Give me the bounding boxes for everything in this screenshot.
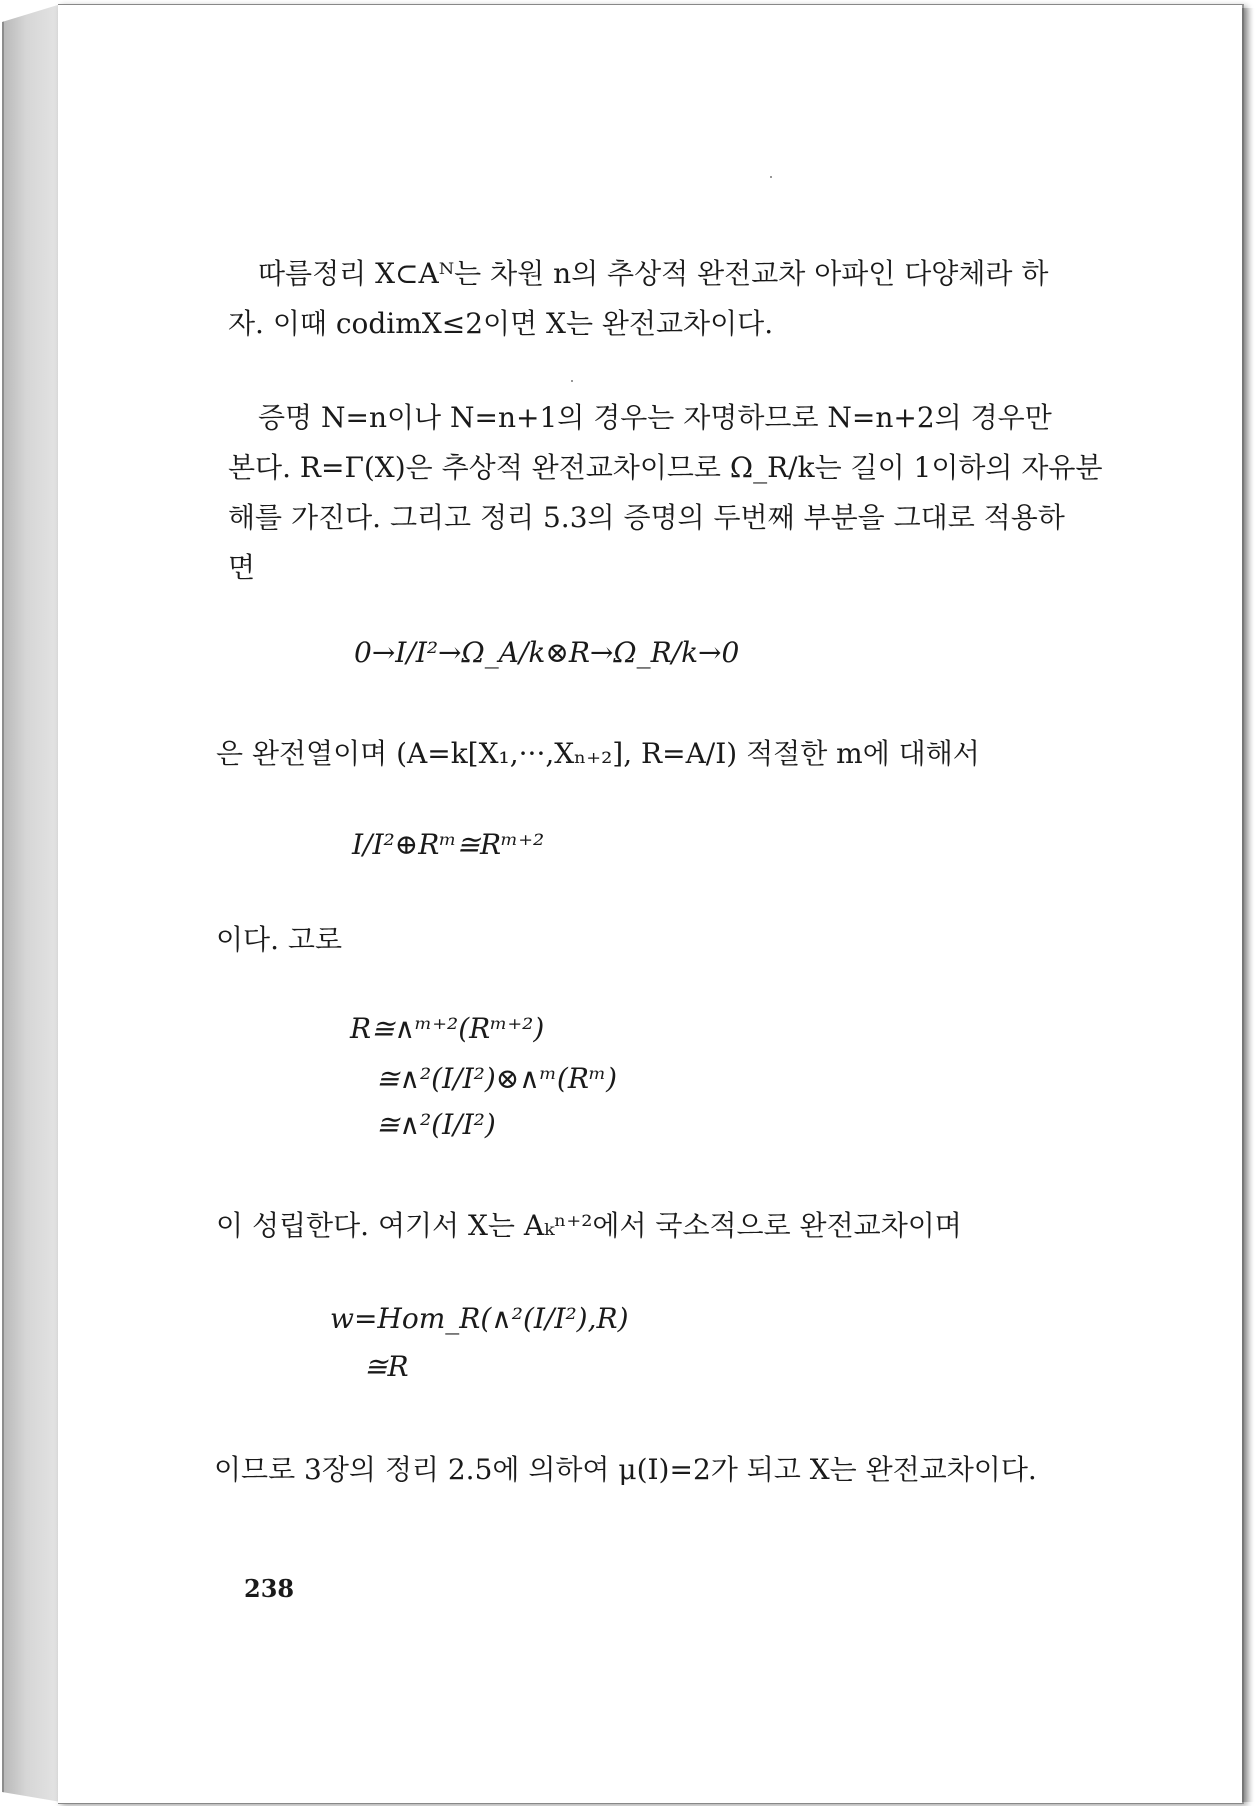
book-spine (2, 4, 61, 1802)
equation-wedge-line-2: ≅∧²(I/I²)⊗∧ᵐ(Rᵐ) (376, 1062, 618, 1095)
corollary-line-2: 자. 이때 codimX≤2이면 X는 완전교차이다. (228, 307, 774, 340)
equation-hom-line-2: ≅R (364, 1350, 409, 1383)
proof-line-4: 면 (228, 551, 256, 584)
scan-speck (770, 176, 772, 178)
page-shadow (1242, 8, 1254, 1802)
page-number: 238 (244, 1574, 295, 1603)
proof-line-3: 해를 가진다. 그리고 정리 5.3의 증명의 두번째 부분을 그대로 적용하 (228, 501, 1065, 534)
proof-line-1: 증명 N=n이나 N=n+1의 경우는 자명하므로 N=n+2의 경우만 (258, 401, 1052, 434)
scan-speck (571, 380, 573, 382)
equation-direct-sum: I/I²⊕Rᵐ≅Rᵐ⁺² (352, 828, 545, 861)
text-after-eq2: 이다. 고로 (216, 923, 342, 956)
equation-exact-sequence: 0→I/I²→Ω_A/k⊗R→Ω_R/k→0 (354, 636, 740, 669)
corollary-line-1: 따름정리 X⊂Aᴺ는 차원 n의 추상적 완전교차 아파인 다양체라 하 (258, 257, 1049, 290)
text-after-eq1: 은 완전열이며 (A=k[X₁,···,Xₙ₊₂], R=A/I) 적절한 m에 대해서 (216, 737, 980, 770)
proof-line-2: 본다. R=Γ(X)은 추상적 완전교차이므로 Ω_R/k는 길이 1이하의 자유분 (228, 451, 1103, 484)
equation-hom-line-1: w=Hom_R(∧²(I/I²),R) (330, 1302, 629, 1335)
conclusion-line: 이므로 3장의 정리 2.5에 의하여 μ(I)=2가 되고 X는 완전교차이다. (214, 1453, 1037, 1486)
equation-wedge-line-3: ≅∧²(I/I²) (376, 1108, 496, 1141)
text-after-eq3: 이 성립한다. 여기서 X는 Aₖⁿ⁺²에서 국소적으로 완전교차이며 (216, 1209, 962, 1242)
equation-wedge-line-1: R≅∧ᵐ⁺²(Rᵐ⁺²) (350, 1012, 545, 1045)
